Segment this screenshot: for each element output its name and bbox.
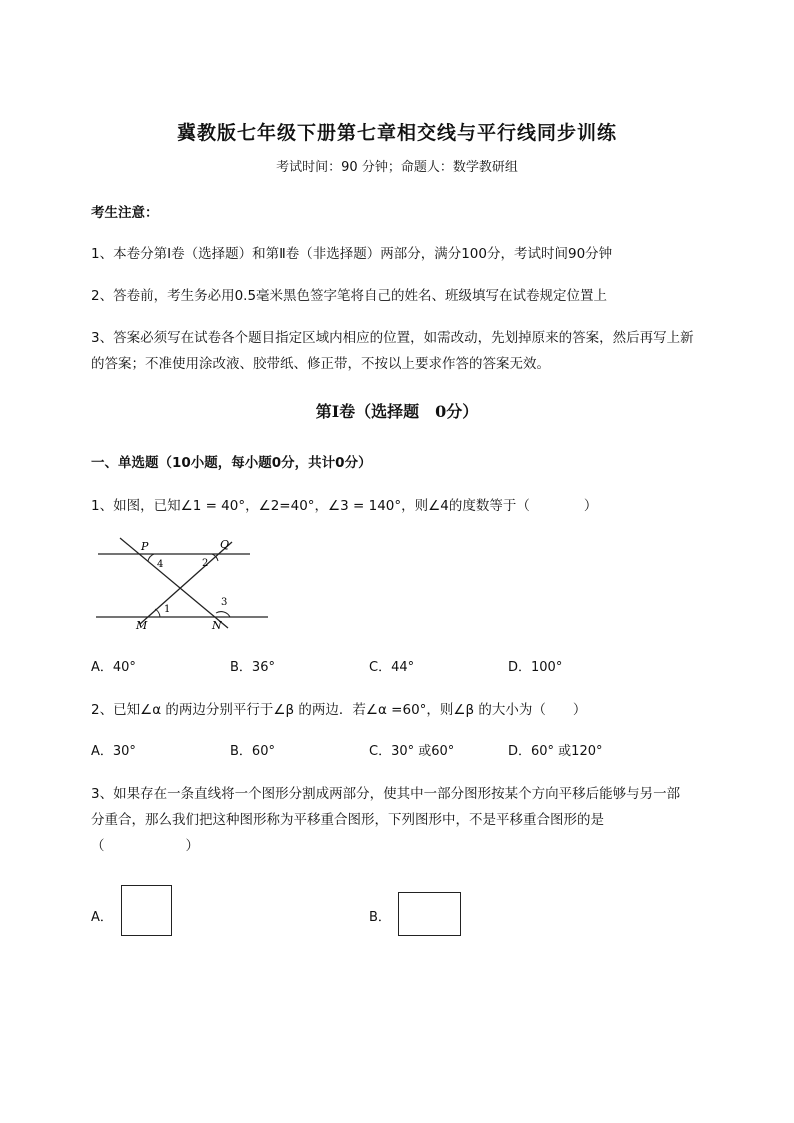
angle-3-arc (216, 612, 230, 617)
question-1-option-a[interactable]: A．40° (91, 660, 136, 675)
label-q: Q (220, 538, 230, 551)
notice-item-2: 2、答卷前，考生务必用0.5毫米黑色签字笔将自己的姓名、班级填写在试卷规定位置上 (91, 288, 608, 304)
question-2-option-c[interactable]: C．30° 或60° (369, 744, 455, 759)
label-p: P (141, 540, 149, 553)
question-1-option-d[interactable]: D．100° (508, 660, 563, 675)
question-3-option-b-rectangle-shape (398, 892, 461, 936)
exam-info: 考试时间：90 分钟；命题人：数学教研组 (276, 160, 518, 175)
question-1-stem: 1、如图，已知∠1 = 40°，∠2=40°，∠3 = 140°，则∠4的度数等于（ ） (91, 498, 598, 514)
label-angle-3: 3 (221, 597, 228, 608)
parallel-lines-figure (90, 528, 272, 632)
angle-4-arc (148, 554, 154, 561)
notice-item-3: 3、答案必须写在试卷各个题目指定区域内相应的位置，如需改动，先划掉原来的答案，然后再写上新 (91, 330, 694, 346)
notice-item-1: 1、本卷分第Ⅰ卷（选择题）和第Ⅱ卷（非选择题）两部分，满分100分，考试时间90分钟 (91, 246, 613, 262)
question-3-option-a-square-shape (121, 885, 172, 936)
label-angle-4: 4 (157, 559, 164, 570)
question-3-option-b[interactable]: B． (369, 910, 391, 925)
section-title: 第Ⅰ卷（选择题 0分） (315, 402, 479, 421)
notice-heading: 考生注意： (91, 205, 159, 221)
question-2-option-b[interactable]: B．60° (230, 744, 275, 759)
page-title: 冀教版七年级下册第七章相交线与平行线同步训练 (176, 122, 617, 144)
label-angle-2: 2 (202, 558, 209, 569)
part-heading: 一、单选题（10小题，每小题0分，共计0分） (91, 455, 372, 471)
notice-item-3-cont: 的答案；不准使用涂改液、胶带纸、修正带，不按以上要求作答的答案无效。 (91, 356, 550, 372)
question-3-option-a[interactable]: A． (91, 910, 113, 925)
label-angle-1: 1 (164, 604, 171, 615)
label-n: N (212, 619, 222, 632)
line-pn (120, 538, 228, 628)
question-1-option-c[interactable]: C．44° (369, 660, 415, 675)
label-m: M (136, 619, 148, 632)
question-2-stem: 2、已知∠α 的两边分别平行于∠β 的两边．若∠α =60°，则∠β 的大小为（ ） (91, 702, 587, 718)
question-3-stem-line-1: 3、如果存在一条直线将一个图形分割成两部分，使其中一部分图形按某个方向平移后能够与另一部 (91, 786, 681, 802)
question-3-stem-line-3: （ ） (91, 838, 199, 854)
question-2-option-d[interactable]: D．60° 或120° (508, 744, 603, 759)
question-2-option-a[interactable]: A．30° (91, 744, 136, 759)
question-3-stem-line-2: 分重合，那么我们把这种图形称为平移重合图形，下列图形中，不是平移重合图形的是 (91, 812, 604, 828)
question-1-option-b[interactable]: B．36° (230, 660, 275, 675)
